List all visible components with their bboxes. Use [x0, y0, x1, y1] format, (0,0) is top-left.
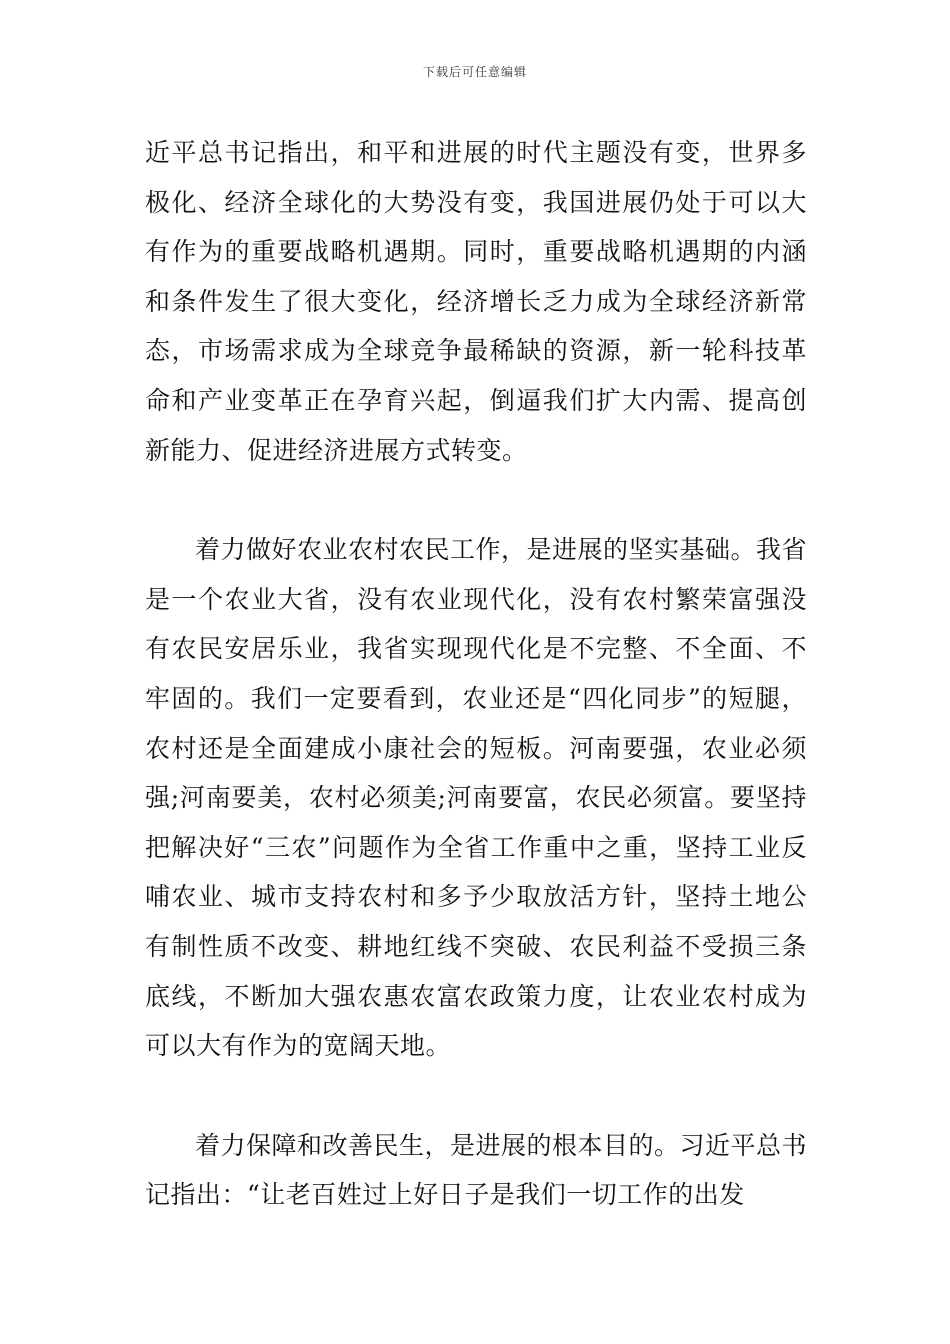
paragraph-1: 近平总书记指出，和平和进展的时代主题没有变，世界多极化、经济全球化的大势没有变，我国进展仍处于可以大有作为的重要战略机遇期。同时，重要战略机遇期的内涵和条件发生了很大变化，经济增长乏力成为全球经济新常态，市场需求成为全球竞争最稀缺的资源，新一轮科技革命和产业变革正在孕育兴起，倒逼我们扩大内需、提高创新能力、促进经济进展方式转变。: [145, 138, 807, 465]
paragraph-3: 着力保障和改善民生，是进展的根本目的。习近平总书记指出：“让老百姓过上好日子是我们一切工作的出发: [145, 1130, 808, 1210]
document-body: [145, 128, 807, 1220]
paragraph-spacer: [145, 475, 807, 525]
paragraph-2: 着力做好农业农村农民工作，是进展的坚实基础。我省是一个农业大省，没有农业现代化，没有农村繁荣富强没有农民安居乐业，我省实现现代化是不完整、不全面、不牢固的。我们一定要看到，农业还是“四化同步”的短腿，农村还是全面建成小康社会的短板。河南要强，农业必须强;河南要美，农村必须美;河南要富，农民必须富。要坚持把解决好“三农”问题作为全省工作重中之重，坚持工业反哺农业、城市支持农村和多予少取放活方针，坚持土地公有制性质不改变、耕地红线不突破、农民利益不受损三条底线，不断加大强农惠农富农政策力度，让农业农村成为可以大有作为的宽阔天地。: [145, 535, 808, 1061]
page-header-note: 下载后可任意编辑: [422, 65, 527, 79]
paragraph-spacer: [145, 1071, 807, 1121]
